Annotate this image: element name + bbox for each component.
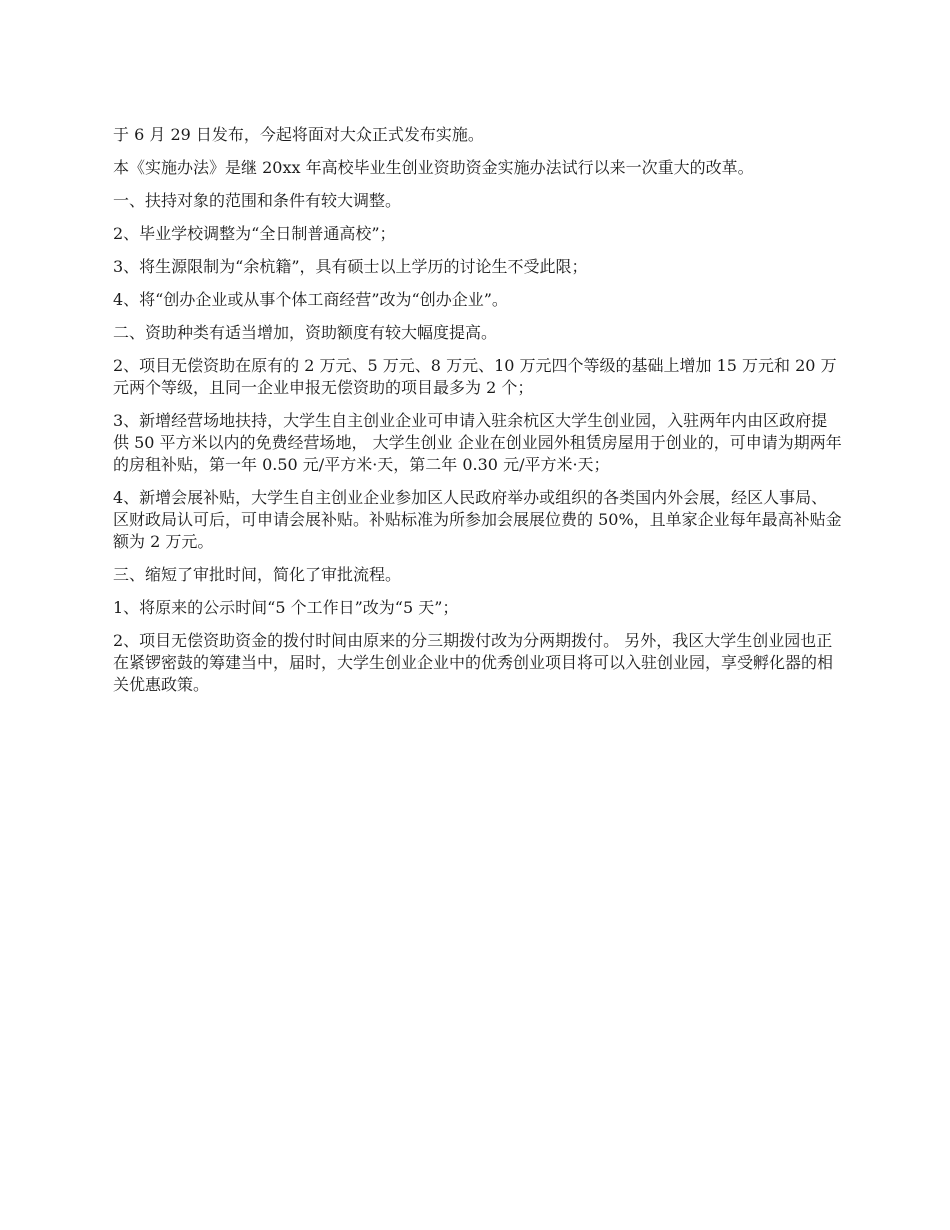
list-item: 2、项目无偿资助资金的拨付时间由原来的分三期拨付改为分两期拨付。 另外，我区大学生创业园也正在紧锣密鼓的筹建当中，届时，大学生创业企业中的优秀创业项目将可以入驻创业园，享受孵化器的相关优惠政策。: [113, 631, 834, 694]
paragraph-reform: 本《实施办法》是继 20xx 年高校毕业生创业资助资金实施办法试行以来一次重大的改革。: [113, 158, 754, 177]
paragraph-intro: 于 6 月 29 日发布，今起将面对大众正式发布实施。: [113, 125, 484, 144]
list-item: 3、新增经营场地扶持，大学生自主创业企业可申请入驻余杭区大学生创业园，入驻两年内由区政府提供 50 平方米以内的免费经营场地， 大学生创业 企业在创业园外租赁房屋用于创业的，可申请为期两年的房租补贴，第一年 0.50 元/平方米·天，第二年 0.30 元/平方米·天；: [113, 411, 842, 474]
list-item: 4、新增会展补贴，大学生自主创业企业参加区人民政府举办或组织的各类国内外会展，经区人事局、区财政局认可后，可申请会展补贴。补贴标准为所参加会展展位费的 50%，且单家企业每年最高补贴金额为 2 万元。: [113, 488, 842, 551]
list-item: 4、将“创办企业或从事个体工商经营”改为“创办企业”。: [113, 290, 508, 309]
list-item: 3、将生源限制为“余杭籍”，具有硕士以上学历的讨论生不受此限；: [113, 257, 588, 276]
list-item: 2、项目无偿资助在原有的 2 万元、5 万元、8 万元、10 万元四个等级的基础上增加 15 万元和 20 万元两个等级，且同一企业申报无偿资助的项目最多为 2 个；: [113, 356, 837, 397]
section-heading-3: 三、缩短了审批时间，简化了审批流程。: [113, 565, 402, 584]
list-item: 2、毕业学校调整为“全日制普通高校”；: [113, 224, 396, 243]
section-heading-2: 二、资助种类有适当增加，资助额度有较大幅度提高。: [113, 323, 498, 342]
list-item: 1、将原来的公示时间“5 个工作日”改为“5 天”；: [113, 598, 459, 617]
document-body: [113, 124, 843, 707]
section-heading-1: 一、扶持对象的范围和条件有较大调整。: [113, 191, 402, 210]
